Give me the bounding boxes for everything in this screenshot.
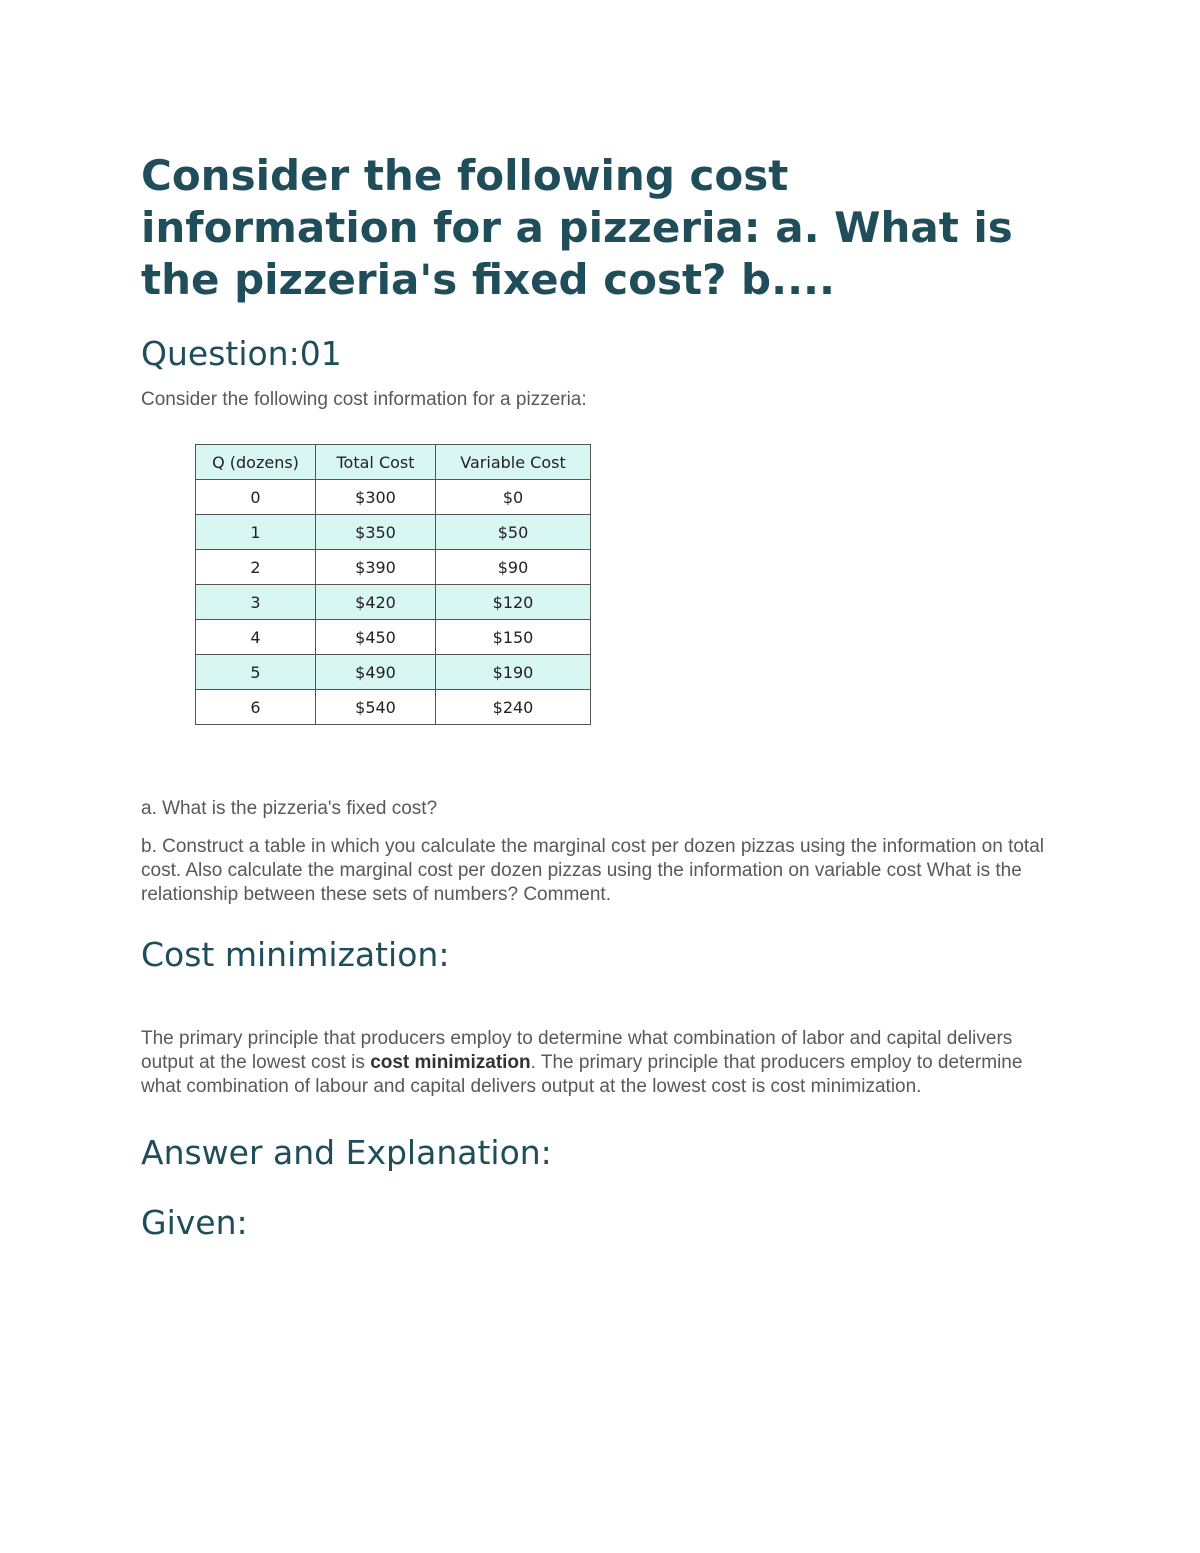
cost-min-text-before: The primary principle that producers employ to determine what combination of labor and capital delivers output at the lowest cost is	[141, 1028, 1013, 1073]
part-b-text: b. Construct a table in which you calculate the marginal cost per dozen pizzas using the information on total cost. Also calculate the marginal cost per dozen pizzas using the information on variable cost What is the relationship between these sets of numbers? Comment.	[141, 836, 1045, 905]
cost-minimization-text	[141, 1027, 1061, 1099]
cost-min-text-after: . The primary principle that producers employ to determine what combination of labour and capital delivers output at the lowest cost is cost minimization.	[141, 1052, 1023, 1097]
given-heading: Given:	[141, 1203, 248, 1242]
cell-total-cost: $540	[316, 690, 436, 725]
cell-total-cost: $350	[316, 515, 436, 550]
table-row	[196, 480, 591, 515]
question-heading: Question:01	[141, 334, 342, 373]
table-row	[196, 690, 591, 725]
table-header-row	[196, 445, 591, 480]
table-row	[196, 550, 591, 585]
table-row	[196, 620, 591, 655]
cell-variable-cost: $240	[436, 690, 591, 725]
cell-total-cost: $450	[316, 620, 436, 655]
cell-quantity: 1	[196, 515, 316, 550]
page-title: Consider the following cost information for a pizzeria: a. What is the pizzeria's fixed cost? b....	[141, 151, 1013, 304]
cell-quantity: 4	[196, 620, 316, 655]
header-total-cost: Total Cost	[316, 445, 436, 480]
cell-quantity: 2	[196, 550, 316, 585]
cell-total-cost: $420	[316, 585, 436, 620]
cell-variable-cost: $150	[436, 620, 591, 655]
document-page	[141, 150, 1061, 1243]
cell-variable-cost: $120	[436, 585, 591, 620]
header-variable-cost: Variable Cost	[436, 445, 591, 480]
table-row	[196, 655, 591, 690]
part-a-text: a. What is the pizzeria's fixed cost?	[141, 798, 438, 819]
answer-heading: Answer and Explanation:	[141, 1133, 552, 1172]
table-row	[196, 515, 591, 550]
cell-variable-cost: $190	[436, 655, 591, 690]
cost-table	[195, 444, 591, 725]
header-quantity: Q (dozens)	[196, 445, 316, 480]
cell-total-cost: $300	[316, 480, 436, 515]
cell-quantity: 0	[196, 480, 316, 515]
cost-minimization-heading: Cost minimization:	[141, 935, 450, 974]
cell-variable-cost: $0	[436, 480, 591, 515]
cell-variable-cost: $50	[436, 515, 591, 550]
cost-min-text-bold: cost minimization	[370, 1052, 531, 1073]
cell-quantity: 5	[196, 655, 316, 690]
cell-quantity: 6	[196, 690, 316, 725]
intro-text: Consider the following cost information for a pizzeria:	[141, 389, 587, 410]
cell-quantity: 3	[196, 585, 316, 620]
cell-total-cost: $390	[316, 550, 436, 585]
table-row	[196, 585, 591, 620]
cell-variable-cost: $90	[436, 550, 591, 585]
cell-total-cost: $490	[316, 655, 436, 690]
